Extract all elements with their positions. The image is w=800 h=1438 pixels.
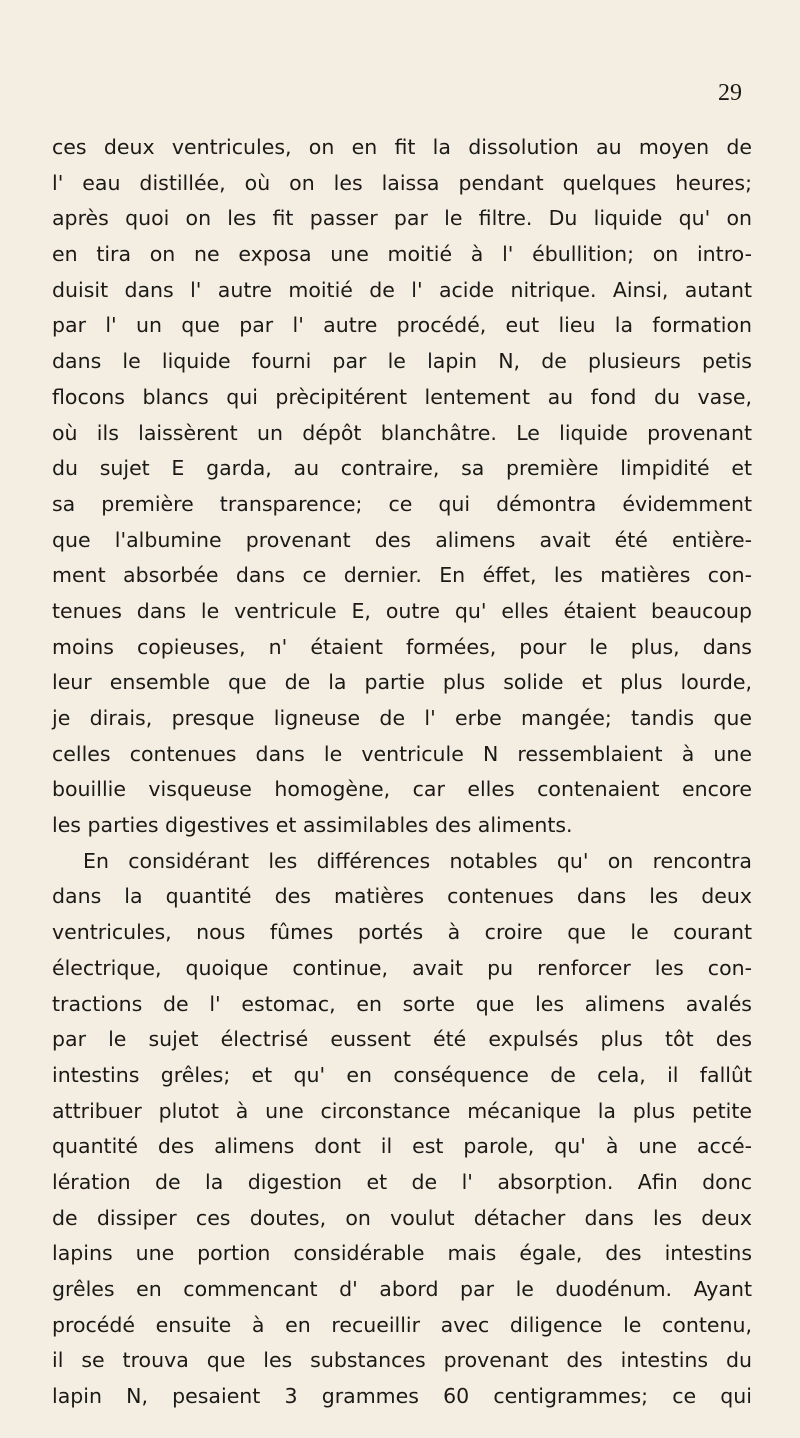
text-line: par l' un que par l' autre procédé, eut lieu la formation bbox=[52, 313, 752, 338]
text-line: où ils laissèrent un dépôt blanchâtre. Le liquide provenant bbox=[52, 420, 752, 445]
text-line: les parties digestives et assimilables des aliments. bbox=[52, 813, 573, 838]
text-line: sa première transparence; ce qui démontra évidemment bbox=[52, 491, 752, 516]
text-line: duisit dans l' autre moitié de l' acide nitrique. Ainsi, autant bbox=[52, 277, 752, 302]
text-line: après quoi on les fit passer par le filtre. Du liquide qu' on bbox=[52, 206, 752, 231]
text-line: lapin N, pesaient 3 grammes 60 centigrammes; ce qui bbox=[52, 1384, 752, 1409]
text-line: lapins une portion considérable mais égale, des intestins bbox=[52, 1241, 752, 1266]
text-line: procédé ensuite à en recueillir avec diligence le contenu, bbox=[52, 1312, 752, 1337]
text-line: attribuer plutot à une circonstance mécanique la plus petite bbox=[52, 1098, 752, 1123]
text-line: leur ensemble que de la partie plus solide et plus lourde, bbox=[52, 670, 752, 695]
text-line: ventricules, nous fûmes portés à croire que le courant bbox=[52, 920, 752, 945]
text-line: je dirais, presque ligneuse de l' erbe mangée; tandis que bbox=[52, 706, 752, 730]
page-number: 29 bbox=[718, 80, 742, 106]
text-line: électrique, quoique continue, avait pu renforcer les con- bbox=[52, 955, 752, 980]
text-line: intestins grêles; et qu' en conséquence de cela, il fallût bbox=[52, 1062, 752, 1087]
text-line: ment absorbée dans ce dernier. En éffet, les matières con- bbox=[52, 563, 752, 588]
text-line: quantité des alimens dont il est parole, qu' à une accé- bbox=[52, 1134, 752, 1159]
body-text bbox=[52, 130, 752, 1415]
text-line: moins copieuses, n' étaient formées, pour le plus, dans bbox=[52, 634, 752, 659]
text-line: flocons blancs qui prècipitérent lentement au fond du vase, bbox=[52, 384, 752, 409]
text-line: dans la quantité des matières contenues dans les deux bbox=[52, 884, 752, 909]
text-line: que l'albumine provenant des alimens avait été entière- bbox=[52, 527, 752, 552]
text-line: il se trouva que les substances provenant des intestins du bbox=[52, 1348, 752, 1373]
text-line: En considérant les différences notables qu' on rencontra bbox=[83, 848, 752, 873]
text-line: dans le liquide fourni par le lapin N, de plusieurs petis bbox=[52, 349, 752, 374]
text-line: tenues dans le ventricule E, outre qu' elles étaient beaucoup bbox=[52, 598, 752, 623]
text-line: grêles en commencant d' abord par le duodénum. Ayant bbox=[52, 1277, 752, 1301]
text-line: en tira on ne exposa une moitié à l' ébullition; on intro- bbox=[52, 242, 752, 267]
text-line: bouillie visqueuse homogène, car elles contenaient encore bbox=[52, 777, 752, 802]
text-line: de dissiper ces doutes, on voulut détacher dans les deux bbox=[52, 1205, 752, 1230]
text-line: par le sujet électrisé eussent été expulsés plus tôt des bbox=[52, 1027, 752, 1052]
text-line: celles contenues dans le ventricule N ressemblaient à une bbox=[52, 741, 752, 766]
text-line: l' eau distillée, où on les laissa pendant quelques heures; bbox=[52, 170, 752, 195]
text-line: tractions de l' estomac, en sorte que les alimens avalés bbox=[52, 991, 752, 1016]
text-line: ces deux ventricules, on en fit la dissolution au moyen de bbox=[52, 135, 752, 159]
text-line: du sujet E garda, au contraire, sa première limpidité et bbox=[52, 456, 752, 481]
text-line: lération de la digestion et de l' absorption. Afin donc bbox=[52, 1169, 752, 1194]
